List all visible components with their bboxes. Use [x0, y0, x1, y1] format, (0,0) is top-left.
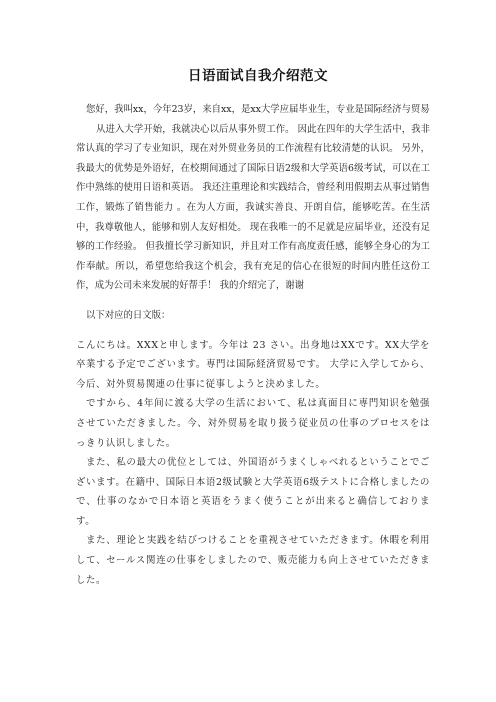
japanese-paragraph-1: こんにちは。XXXと申します。今年は 23 さい。出身地はXXです。XX大学を卒業する予定でございます。専門は国际経済贸易です。 大学に入学してから、今后、対外贸易関連の仕事に従事しようと決めました。: [76, 339, 430, 390]
japanese-paragraph-4: また、理论と実践を结びつけることを重视させていただきます。休暇を利用して、セールス関连の仕事をしましたので、贩売能力も向上させていただきました。: [76, 535, 430, 586]
intro-paragraph: 您好，我叫xx，今年23岁，来自xx，是xx大学应届毕业生，专业是国际经济与贸易: [86, 104, 430, 115]
body-paragraph: 从进入大学开始，我就决心以后从事外贸工作。 因此在四年的大学生活中，我非常认真的学习了专业知识，现在对外贸业务员的工作流程有比较清楚的认识。 另外，我最大的优势是外语好，在校期间通过了国际日语2级和大学英语6级考试，可以在工作中熟练的使用日语和英语。 我还注重理论和实践结合，曾经利用假期去从事过销售工作，锻炼了销售能力 。在为人方面，我诚实善良、开朗自信，能够吃苦。在生活中，我尊敬他人，能够和别人友好相处。 现在我唯一的不足就是应届毕业，还没有足够的工作经验。 但我擅长学习新知识，并且对工作有高度责任感，能够全身心的为工作奉献。所以，希望您给我这个机会，我有充足的信心在很短的时间内胜任这份工作，成为公司未来发展的好帮手！ 我的介绍完了，谢谢: [76, 123, 430, 292]
japanese-version-heading: 以下对应的日文版：: [86, 309, 171, 321]
document-title: 日语面试自我介绍范文: [188, 68, 328, 84]
japanese-paragraph-2: ですから、4年间に渡る大学の生活において、私は真面目に専門知识を勉强させていただきました。今、対外贸易を取り扱う従业员の仕事のプロセスをはっきり认识しました。: [76, 398, 430, 449]
japanese-paragraph-3: また、私の最大の优位としては、外国语がうまくしゃべれるということでございます。在籍中、国际日本语2级试験と大学英语6级テストに合格しましたので、仕事のなかで日本语と英语をうまく使うことが出来ると确信しております。: [76, 457, 430, 527]
